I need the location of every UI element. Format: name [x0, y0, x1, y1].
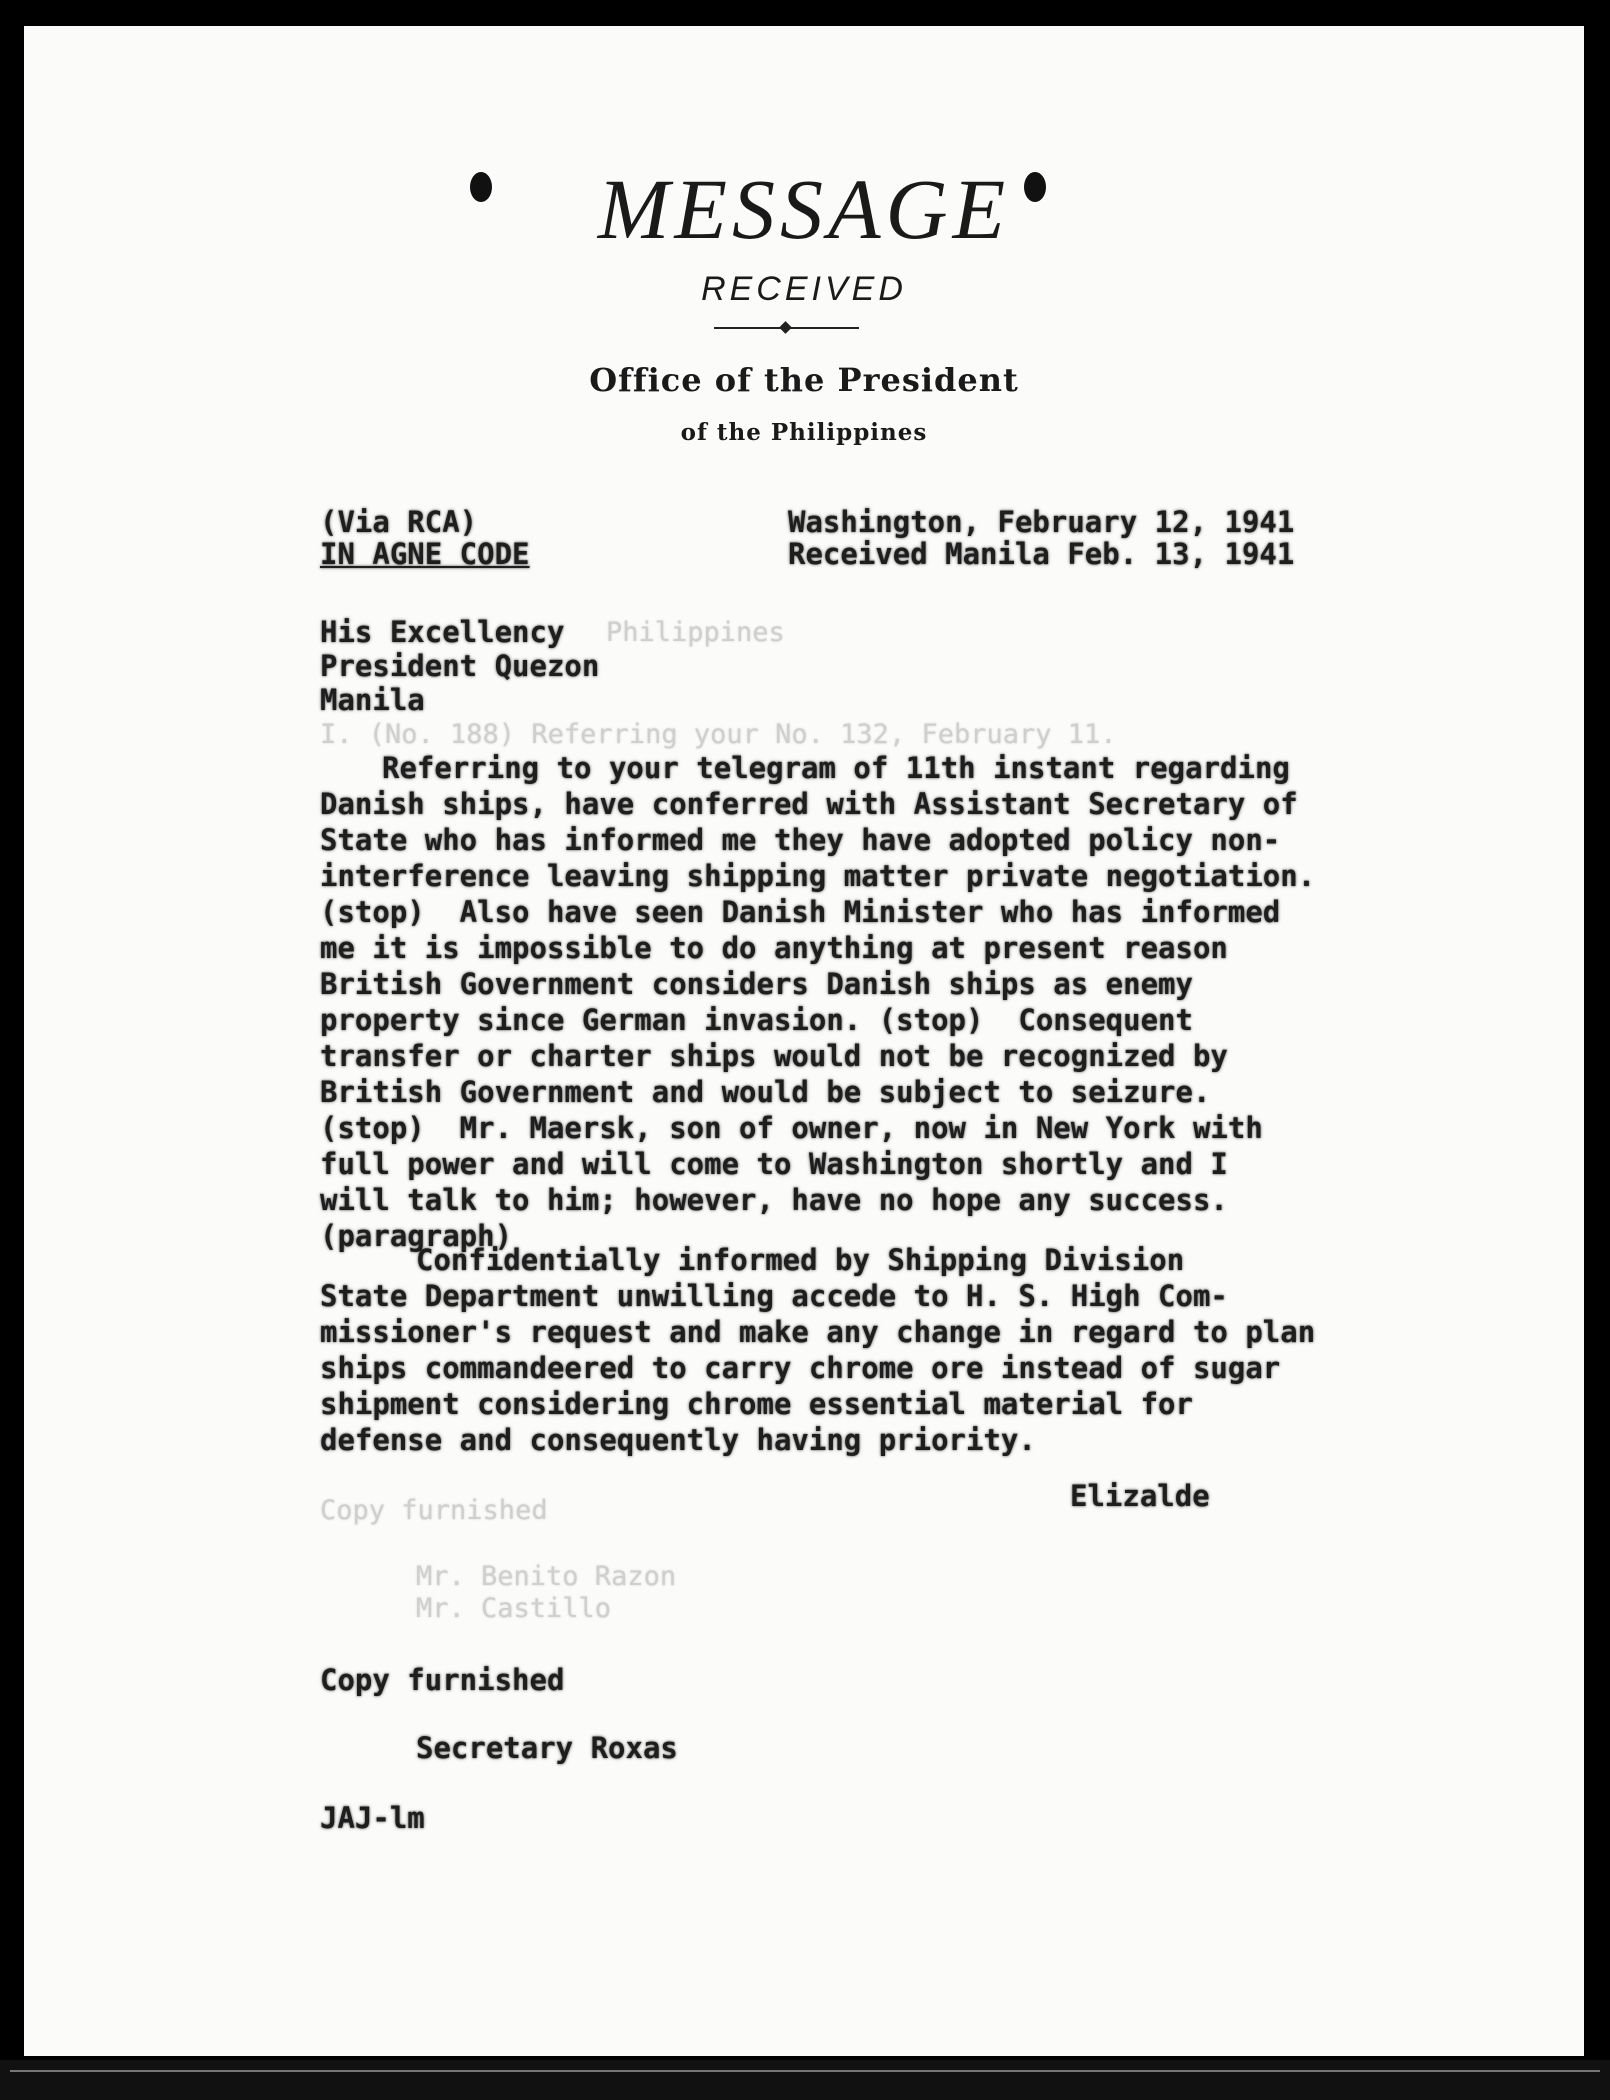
faint-copy-header: Copy furnished [320, 1495, 548, 1526]
faint-reference-line: I. (No. 188) Referring your No. 132, February 11. [320, 719, 1117, 750]
faint-copy-recipient-2: Mr. Castillo [416, 1593, 612, 1624]
body-line: State Department unwilling accede to H. S. High Com- [320, 1279, 1228, 1313]
transmission-code: IN AGNE CODE [320, 537, 530, 571]
body-line: missioner's request and make any change in regard to plan [320, 1315, 1316, 1349]
body-line: defense and consequently having priority. [320, 1423, 1036, 1457]
addressee-city: Manila [320, 683, 425, 717]
body-line: (stop) Mr. Maersk, son of owner, now in New York with [320, 1111, 1263, 1145]
scan-border [0, 2060, 1610, 2100]
copy-recipient: Secretary Roxas [416, 1731, 678, 1765]
received-date: Received Manila Feb. 13, 1941 [788, 537, 1295, 571]
sent-place-date: Washington, February 12, 1941 [788, 505, 1295, 539]
message-paragraph-1 [320, 750, 1315, 1254]
document-page [24, 26, 1584, 2056]
body-line: British Government and would be subject to seizure. [320, 1075, 1211, 1109]
addressee-name: President Quezon [320, 649, 600, 683]
addressee-title: His Excellency [320, 615, 565, 649]
body-line: interference leaving shipping matter private negotiation. [320, 859, 1316, 893]
message-paragraph-2 [320, 1242, 1315, 1458]
body-line: Danish ships, have conferred with Assistant Secretary of [320, 787, 1298, 821]
body-line: State who has informed me they have adopted policy non- [320, 823, 1281, 857]
body-line: Referring to your telegram of 11th instant regarding [382, 751, 1290, 785]
transmission-via: (Via RCA) [320, 505, 478, 539]
copy-furnished-label: Copy furnished [320, 1663, 565, 1697]
faint-copy-recipient-1: Mr. Benito Razon [416, 1561, 677, 1592]
body-line: shipment considering chrome essential material for [320, 1387, 1193, 1421]
body-line: Confidentially informed by Shipping Division [416, 1243, 1185, 1277]
typist-initials: JAJ-lm [320, 1801, 425, 1835]
letterhead-country: of the Philippines [680, 419, 928, 446]
body-line: property since German invasion. (stop) Consequent [320, 1003, 1193, 1037]
signature: Elizalde [1070, 1479, 1210, 1513]
body-line: will talk to him; however, have no hope any success. [320, 1183, 1228, 1217]
letterhead-title: MESSAGE [597, 161, 1011, 257]
letterhead-subtitle: RECEIVED [701, 270, 907, 308]
body-line: (stop) Also have seen Danish Minister who has informed [320, 895, 1281, 929]
body-line: ships commandeered to carry chrome ore instead of sugar [320, 1351, 1281, 1385]
divider-ornament-icon [779, 321, 792, 334]
letterhead-office: Office of the President [589, 361, 1019, 399]
body-line: me it is impossible to do anything at present reason [320, 931, 1228, 965]
body-line: (paragraph) [320, 1219, 513, 1253]
body-line: transfer or charter ships would not be recognized by [320, 1039, 1228, 1073]
body-line: full power and will come to Washington shortly and I [320, 1147, 1228, 1181]
scan-border-line [10, 2070, 1600, 2072]
body-line: British Government considers Danish ships as enemy [320, 967, 1193, 1001]
faint-addressee-note: Philippines [606, 617, 785, 648]
